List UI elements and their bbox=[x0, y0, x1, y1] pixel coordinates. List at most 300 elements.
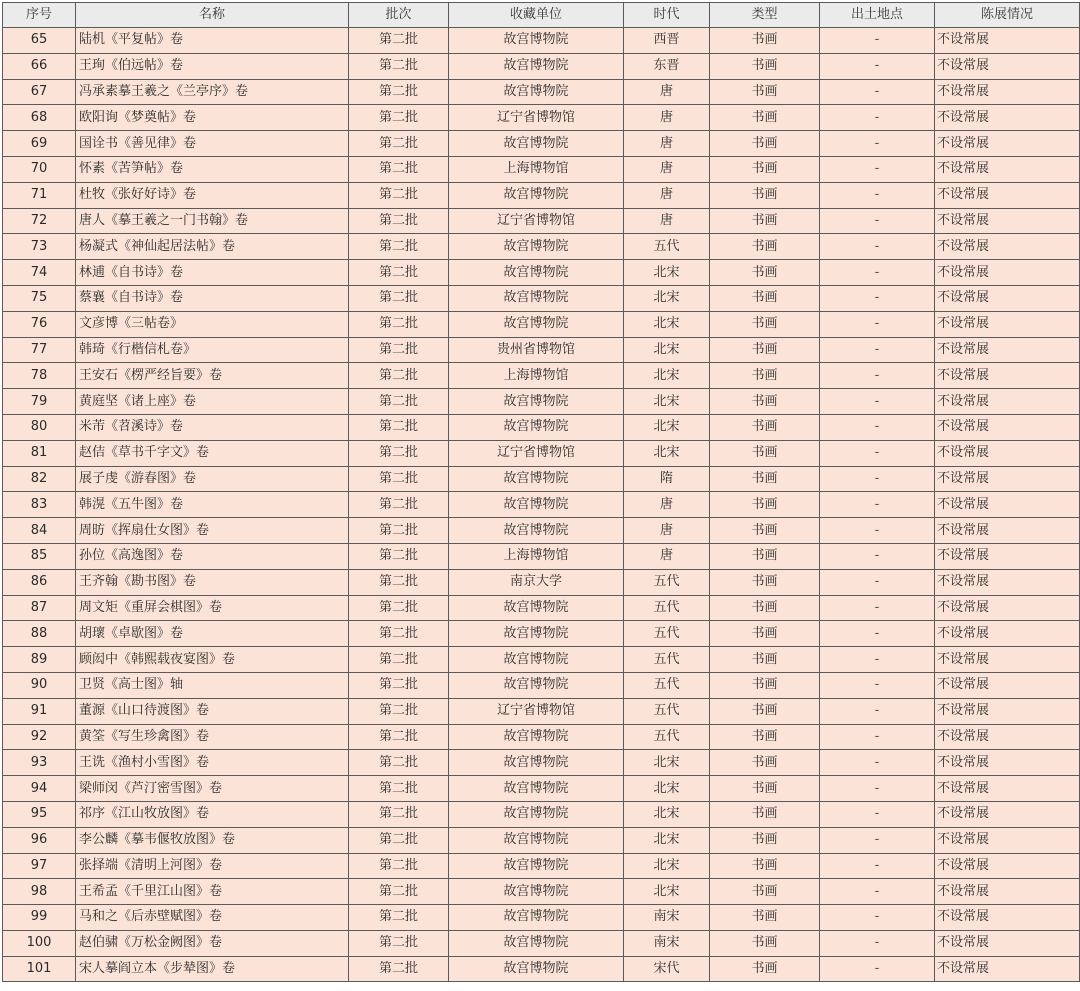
cell-batch[interactable]: 第二批 bbox=[349, 647, 449, 673]
table-row bbox=[3, 492, 1080, 518]
cell-exhibit[interactable]: 不设常展 bbox=[935, 621, 1080, 647]
cell-type[interactable]: 书画 bbox=[710, 647, 820, 673]
cell-exhibit[interactable]: 不设常展 bbox=[935, 28, 1080, 54]
cell-exhibit[interactable]: 不设常展 bbox=[935, 724, 1080, 750]
cell-era[interactable]: 五代 bbox=[624, 647, 710, 673]
cell-collection[interactable]: 故宫博物院 bbox=[449, 595, 624, 621]
cell-exhibit[interactable]: 不设常展 bbox=[935, 750, 1080, 776]
cell-site[interactable]: - bbox=[820, 698, 935, 724]
cell-collection[interactable]: 故宫博物院 bbox=[449, 672, 624, 698]
cell-site[interactable]: - bbox=[820, 518, 935, 544]
cell-site[interactable]: - bbox=[820, 930, 935, 956]
cell-era[interactable]: 北宋 bbox=[624, 260, 710, 286]
cell-name[interactable]: 韩滉《五牛图》卷 bbox=[76, 492, 349, 518]
cell-collection[interactable]: 故宫博物院 bbox=[449, 827, 624, 853]
cell-exhibit[interactable]: 不设常展 bbox=[935, 234, 1080, 260]
cell-name[interactable]: 宋人摹阎立本《步辇图》卷 bbox=[76, 956, 349, 982]
cell-index[interactable]: 91 bbox=[3, 698, 76, 724]
cell-type[interactable]: 书画 bbox=[710, 208, 820, 234]
cell-name[interactable]: 孙位《高逸图》卷 bbox=[76, 543, 349, 569]
cell-era[interactable]: 唐 bbox=[624, 105, 710, 131]
cell-exhibit[interactable]: 不设常展 bbox=[935, 414, 1080, 440]
cell-index[interactable]: 92 bbox=[3, 724, 76, 750]
cell-exhibit[interactable]: 不设常展 bbox=[935, 79, 1080, 105]
cell-site[interactable]: - bbox=[820, 750, 935, 776]
cell-name[interactable]: 梁师闵《芦汀密雪图》卷 bbox=[76, 776, 349, 802]
cell-batch[interactable]: 第二批 bbox=[349, 569, 449, 595]
cell-name[interactable]: 米芾《苕溪诗》卷 bbox=[76, 414, 349, 440]
cell-type[interactable]: 书画 bbox=[710, 492, 820, 518]
cell-exhibit[interactable]: 不设常展 bbox=[935, 698, 1080, 724]
cell-type[interactable]: 书画 bbox=[710, 853, 820, 879]
cell-collection[interactable]: 辽宁省博物馆 bbox=[449, 440, 624, 466]
cell-name[interactable]: 怀素《苦笋帖》卷 bbox=[76, 156, 349, 182]
cell-collection[interactable]: 故宫博物院 bbox=[449, 260, 624, 286]
cell-site[interactable]: - bbox=[820, 569, 935, 595]
cell-era[interactable]: 唐 bbox=[624, 543, 710, 569]
cell-batch[interactable]: 第二批 bbox=[349, 156, 449, 182]
cell-name[interactable]: 杜牧《张好好诗》卷 bbox=[76, 182, 349, 208]
cell-name[interactable]: 杨凝式《神仙起居法帖》卷 bbox=[76, 234, 349, 260]
cell-site[interactable]: - bbox=[820, 879, 935, 905]
cell-type[interactable]: 书画 bbox=[710, 285, 820, 311]
cell-name[interactable]: 马和之《后赤壁赋图》卷 bbox=[76, 905, 349, 931]
cell-type[interactable]: 书画 bbox=[710, 621, 820, 647]
cell-batch[interactable]: 第二批 bbox=[349, 621, 449, 647]
cell-era[interactable]: 唐 bbox=[624, 492, 710, 518]
cell-era[interactable]: 北宋 bbox=[624, 776, 710, 802]
cell-batch[interactable]: 第二批 bbox=[349, 698, 449, 724]
cell-type[interactable]: 书画 bbox=[710, 750, 820, 776]
cell-site[interactable]: - bbox=[820, 647, 935, 673]
cell-collection[interactable]: 上海博物馆 bbox=[449, 363, 624, 389]
cell-collection[interactable]: 故宫博物院 bbox=[449, 492, 624, 518]
cell-era[interactable]: 北宋 bbox=[624, 337, 710, 363]
cell-site[interactable]: - bbox=[820, 466, 935, 492]
cell-batch[interactable]: 第二批 bbox=[349, 337, 449, 363]
cell-era[interactable]: 唐 bbox=[624, 518, 710, 544]
cell-era[interactable]: 北宋 bbox=[624, 285, 710, 311]
cell-index[interactable]: 78 bbox=[3, 363, 76, 389]
table-row bbox=[3, 53, 1080, 79]
cell-index[interactable]: 70 bbox=[3, 156, 76, 182]
cell-type[interactable]: 书画 bbox=[710, 389, 820, 415]
cell-name[interactable]: 欧阳询《梦奠帖》卷 bbox=[76, 105, 349, 131]
cell-exhibit[interactable]: 不设常展 bbox=[935, 879, 1080, 905]
cell-exhibit[interactable]: 不设常展 bbox=[935, 131, 1080, 157]
cell-exhibit[interactable]: 不设常展 bbox=[935, 105, 1080, 131]
cell-batch[interactable]: 第二批 bbox=[349, 414, 449, 440]
cell-collection[interactable]: 贵州省博物馆 bbox=[449, 337, 624, 363]
cell-site[interactable]: - bbox=[820, 905, 935, 931]
cell-batch[interactable]: 第二批 bbox=[349, 234, 449, 260]
cell-collection[interactable]: 故宫博物院 bbox=[449, 750, 624, 776]
cell-name[interactable]: 祁序《江山牧放图》卷 bbox=[76, 801, 349, 827]
cell-type[interactable]: 书画 bbox=[710, 466, 820, 492]
cell-collection[interactable]: 故宫博物院 bbox=[449, 389, 624, 415]
cell-name[interactable]: 周昉《挥扇仕女图》卷 bbox=[76, 518, 349, 544]
cell-batch[interactable]: 第二批 bbox=[349, 363, 449, 389]
cell-site[interactable]: - bbox=[820, 724, 935, 750]
cell-batch[interactable]: 第二批 bbox=[349, 672, 449, 698]
cell-index[interactable]: 83 bbox=[3, 492, 76, 518]
cell-exhibit[interactable]: 不设常展 bbox=[935, 518, 1080, 544]
cell-batch[interactable]: 第二批 bbox=[349, 853, 449, 879]
cell-batch[interactable]: 第二批 bbox=[349, 28, 449, 54]
cell-type[interactable]: 书画 bbox=[710, 801, 820, 827]
cell-type[interactable]: 书画 bbox=[710, 131, 820, 157]
cell-batch[interactable]: 第二批 bbox=[349, 105, 449, 131]
cell-name[interactable]: 黄筌《写生珍禽图》卷 bbox=[76, 724, 349, 750]
cell-type[interactable]: 书画 bbox=[710, 156, 820, 182]
cell-collection[interactable]: 故宫博物院 bbox=[449, 311, 624, 337]
cell-site[interactable]: - bbox=[820, 414, 935, 440]
cell-era[interactable]: 北宋 bbox=[624, 827, 710, 853]
cell-era[interactable]: 北宋 bbox=[624, 363, 710, 389]
cell-batch[interactable]: 第二批 bbox=[349, 440, 449, 466]
cell-batch[interactable]: 第二批 bbox=[349, 930, 449, 956]
cell-name[interactable]: 文彦博《三帖卷》 bbox=[76, 311, 349, 337]
cell-exhibit[interactable]: 不设常展 bbox=[935, 905, 1080, 931]
cell-name[interactable]: 周文矩《重屏会棋图》卷 bbox=[76, 595, 349, 621]
cell-index[interactable]: 69 bbox=[3, 131, 76, 157]
cell-name[interactable]: 国诠书《善见律》卷 bbox=[76, 131, 349, 157]
cell-name[interactable]: 王希孟《千里江山图》卷 bbox=[76, 879, 349, 905]
cell-index[interactable]: 84 bbox=[3, 518, 76, 544]
cell-index[interactable]: 99 bbox=[3, 905, 76, 931]
cell-index[interactable]: 67 bbox=[3, 79, 76, 105]
cell-type[interactable]: 书画 bbox=[710, 724, 820, 750]
cell-era[interactable]: 北宋 bbox=[624, 801, 710, 827]
cell-name[interactable]: 王珣《伯远帖》卷 bbox=[76, 53, 349, 79]
cell-exhibit[interactable]: 不设常展 bbox=[935, 672, 1080, 698]
cell-collection[interactable]: 故宫博物院 bbox=[449, 879, 624, 905]
cell-name[interactable]: 赵佶《草书千字文》卷 bbox=[76, 440, 349, 466]
cell-index[interactable]: 82 bbox=[3, 466, 76, 492]
cell-site[interactable]: - bbox=[820, 28, 935, 54]
cell-era[interactable]: 唐 bbox=[624, 182, 710, 208]
cell-type[interactable]: 书画 bbox=[710, 672, 820, 698]
cell-site[interactable]: - bbox=[820, 131, 935, 157]
cell-index[interactable]: 101 bbox=[3, 956, 76, 982]
cell-collection[interactable]: 故宫博物院 bbox=[449, 776, 624, 802]
cell-type[interactable]: 书画 bbox=[710, 776, 820, 802]
cell-name[interactable]: 董源《山口待渡图》卷 bbox=[76, 698, 349, 724]
cell-site[interactable]: - bbox=[820, 311, 935, 337]
cell-exhibit[interactable]: 不设常展 bbox=[935, 930, 1080, 956]
cell-era[interactable]: 北宋 bbox=[624, 414, 710, 440]
cell-exhibit[interactable]: 不设常展 bbox=[935, 595, 1080, 621]
cell-era[interactable]: 北宋 bbox=[624, 311, 710, 337]
cell-era[interactable]: 隋 bbox=[624, 466, 710, 492]
cell-collection[interactable]: 故宫博物院 bbox=[449, 285, 624, 311]
cell-site[interactable]: - bbox=[820, 208, 935, 234]
cell-type[interactable]: 书画 bbox=[710, 827, 820, 853]
cell-era[interactable]: 唐 bbox=[624, 79, 710, 105]
cell-index[interactable]: 81 bbox=[3, 440, 76, 466]
cell-index[interactable]: 93 bbox=[3, 750, 76, 776]
cell-era[interactable]: 五代 bbox=[624, 569, 710, 595]
cell-batch[interactable]: 第二批 bbox=[349, 905, 449, 931]
cell-site[interactable]: - bbox=[820, 156, 935, 182]
cell-name[interactable]: 卫贤《高士图》轴 bbox=[76, 672, 349, 698]
cell-site[interactable]: - bbox=[820, 285, 935, 311]
cell-era[interactable]: 北宋 bbox=[624, 389, 710, 415]
cell-site[interactable]: - bbox=[820, 621, 935, 647]
cell-batch[interactable]: 第二批 bbox=[349, 389, 449, 415]
cell-collection[interactable]: 上海博物馆 bbox=[449, 156, 624, 182]
cell-collection[interactable]: 故宫博物院 bbox=[449, 28, 624, 54]
cell-site[interactable]: - bbox=[820, 337, 935, 363]
cell-type[interactable]: 书画 bbox=[710, 543, 820, 569]
cell-batch[interactable]: 第二批 bbox=[349, 879, 449, 905]
cell-site[interactable]: - bbox=[820, 105, 935, 131]
cell-batch[interactable]: 第二批 bbox=[349, 79, 449, 105]
cell-name[interactable]: 张择端《清明上河图》卷 bbox=[76, 853, 349, 879]
cell-collection[interactable]: 故宫博物院 bbox=[449, 182, 624, 208]
cell-index[interactable]: 80 bbox=[3, 414, 76, 440]
cell-name[interactable]: 陆机《平复帖》卷 bbox=[76, 28, 349, 54]
cell-index[interactable]: 96 bbox=[3, 827, 76, 853]
cell-batch[interactable]: 第二批 bbox=[349, 827, 449, 853]
cell-type[interactable]: 书画 bbox=[710, 53, 820, 79]
cell-batch[interactable]: 第二批 bbox=[349, 311, 449, 337]
cell-type[interactable]: 书画 bbox=[710, 518, 820, 544]
cell-site[interactable]: - bbox=[820, 234, 935, 260]
cell-era[interactable]: 南宋 bbox=[624, 905, 710, 931]
cell-type[interactable]: 书画 bbox=[710, 569, 820, 595]
cell-collection[interactable]: 故宫博物院 bbox=[449, 956, 624, 982]
cell-collection[interactable]: 辽宁省博物馆 bbox=[449, 105, 624, 131]
cell-exhibit[interactable]: 不设常展 bbox=[935, 363, 1080, 389]
cell-type[interactable]: 书画 bbox=[710, 28, 820, 54]
cell-collection[interactable]: 故宫博物院 bbox=[449, 905, 624, 931]
cell-name[interactable]: 胡瓌《卓歇图》卷 bbox=[76, 621, 349, 647]
cell-index[interactable]: 77 bbox=[3, 337, 76, 363]
cell-batch[interactable]: 第二批 bbox=[349, 208, 449, 234]
cell-index[interactable]: 87 bbox=[3, 595, 76, 621]
cell-exhibit[interactable]: 不设常展 bbox=[935, 801, 1080, 827]
cell-era[interactable]: 五代 bbox=[624, 724, 710, 750]
cell-site[interactable]: - bbox=[820, 595, 935, 621]
cell-exhibit[interactable]: 不设常展 bbox=[935, 569, 1080, 595]
cell-collection[interactable]: 南京大学 bbox=[449, 569, 624, 595]
header-name: 名称 bbox=[76, 3, 349, 28]
cell-batch[interactable]: 第二批 bbox=[349, 53, 449, 79]
cell-collection[interactable]: 上海博物馆 bbox=[449, 543, 624, 569]
cell-batch[interactable]: 第二批 bbox=[349, 724, 449, 750]
cell-type[interactable]: 书画 bbox=[710, 260, 820, 286]
cell-collection[interactable]: 故宫博物院 bbox=[449, 621, 624, 647]
cell-collection[interactable]: 故宫博物院 bbox=[449, 234, 624, 260]
cell-era[interactable]: 北宋 bbox=[624, 440, 710, 466]
cell-collection[interactable]: 故宫博物院 bbox=[449, 801, 624, 827]
cell-index[interactable]: 79 bbox=[3, 389, 76, 415]
cell-collection[interactable]: 故宫博物院 bbox=[449, 53, 624, 79]
cell-index[interactable]: 100 bbox=[3, 930, 76, 956]
cell-name[interactable]: 黄庭坚《诸上座》卷 bbox=[76, 389, 349, 415]
cell-batch[interactable]: 第二批 bbox=[349, 260, 449, 286]
cell-site[interactable]: - bbox=[820, 827, 935, 853]
cell-type[interactable]: 书画 bbox=[710, 182, 820, 208]
cell-index[interactable]: 88 bbox=[3, 621, 76, 647]
cell-batch[interactable]: 第二批 bbox=[349, 492, 449, 518]
cell-name[interactable]: 李公麟《摹韦偃牧放图》卷 bbox=[76, 827, 349, 853]
cell-era[interactable]: 五代 bbox=[624, 698, 710, 724]
cell-index[interactable]: 73 bbox=[3, 234, 76, 260]
cell-exhibit[interactable]: 不设常展 bbox=[935, 156, 1080, 182]
cell-site[interactable]: - bbox=[820, 492, 935, 518]
cell-exhibit[interactable]: 不设常展 bbox=[935, 956, 1080, 982]
cell-type[interactable]: 书画 bbox=[710, 956, 820, 982]
cell-exhibit[interactable]: 不设常展 bbox=[935, 182, 1080, 208]
cell-index[interactable]: 90 bbox=[3, 672, 76, 698]
cell-exhibit[interactable]: 不设常展 bbox=[935, 389, 1080, 415]
cell-index[interactable]: 94 bbox=[3, 776, 76, 802]
cell-era[interactable]: 西晋 bbox=[624, 28, 710, 54]
cell-era[interactable]: 五代 bbox=[624, 621, 710, 647]
cell-collection[interactable]: 故宫博物院 bbox=[449, 131, 624, 157]
cell-batch[interactable]: 第二批 bbox=[349, 182, 449, 208]
cell-batch[interactable]: 第二批 bbox=[349, 776, 449, 802]
cell-collection[interactable]: 故宫博物院 bbox=[449, 647, 624, 673]
cell-batch[interactable]: 第二批 bbox=[349, 131, 449, 157]
cell-batch[interactable]: 第二批 bbox=[349, 466, 449, 492]
cell-type[interactable]: 书画 bbox=[710, 879, 820, 905]
cell-index[interactable]: 89 bbox=[3, 647, 76, 673]
cell-exhibit[interactable]: 不设常展 bbox=[935, 440, 1080, 466]
cell-index[interactable]: 97 bbox=[3, 853, 76, 879]
cell-name[interactable]: 韩琦《行楷信札卷》 bbox=[76, 337, 349, 363]
cell-site[interactable]: - bbox=[820, 440, 935, 466]
cell-era[interactable]: 北宋 bbox=[624, 750, 710, 776]
cell-exhibit[interactable]: 不设常展 bbox=[935, 853, 1080, 879]
cell-site[interactable]: - bbox=[820, 53, 935, 79]
cell-site[interactable]: - bbox=[820, 543, 935, 569]
cell-type[interactable]: 书画 bbox=[710, 440, 820, 466]
cell-collection[interactable]: 辽宁省博物馆 bbox=[449, 698, 624, 724]
cell-type[interactable]: 书画 bbox=[710, 595, 820, 621]
cell-exhibit[interactable]: 不设常展 bbox=[935, 53, 1080, 79]
cell-era[interactable]: 北宋 bbox=[624, 879, 710, 905]
table-row bbox=[3, 801, 1080, 827]
cell-name[interactable]: 林逋《自书诗》卷 bbox=[76, 260, 349, 286]
cell-site[interactable]: - bbox=[820, 389, 935, 415]
cell-era[interactable]: 唐 bbox=[624, 208, 710, 234]
cell-era[interactable]: 北宋 bbox=[624, 853, 710, 879]
cell-collection[interactable]: 故宫博物院 bbox=[449, 414, 624, 440]
cell-era[interactable]: 唐 bbox=[624, 156, 710, 182]
cell-index[interactable]: 76 bbox=[3, 311, 76, 337]
cell-type[interactable]: 书画 bbox=[710, 79, 820, 105]
cell-era[interactable]: 五代 bbox=[624, 595, 710, 621]
cell-era[interactable]: 南宋 bbox=[624, 930, 710, 956]
cell-site[interactable]: - bbox=[820, 853, 935, 879]
cell-index[interactable]: 95 bbox=[3, 801, 76, 827]
cell-type[interactable]: 书画 bbox=[710, 337, 820, 363]
cell-site[interactable]: - bbox=[820, 260, 935, 286]
cell-name[interactable]: 展子虔《游春图》卷 bbox=[76, 466, 349, 492]
cell-era[interactable]: 五代 bbox=[624, 234, 710, 260]
cell-index[interactable]: 74 bbox=[3, 260, 76, 286]
cell-collection[interactable]: 故宫博物院 bbox=[449, 930, 624, 956]
cell-site[interactable]: - bbox=[820, 776, 935, 802]
cell-exhibit[interactable]: 不设常展 bbox=[935, 776, 1080, 802]
cell-name[interactable]: 王诜《渔村小雪图》卷 bbox=[76, 750, 349, 776]
cell-collection[interactable]: 故宫博物院 bbox=[449, 853, 624, 879]
cell-type[interactable]: 书画 bbox=[710, 905, 820, 931]
cell-exhibit[interactable]: 不设常展 bbox=[935, 466, 1080, 492]
cell-type[interactable]: 书画 bbox=[710, 234, 820, 260]
cell-batch[interactable]: 第二批 bbox=[349, 595, 449, 621]
cell-type[interactable]: 书画 bbox=[710, 930, 820, 956]
cell-index[interactable]: 75 bbox=[3, 285, 76, 311]
cell-site[interactable]: - bbox=[820, 363, 935, 389]
cell-exhibit[interactable]: 不设常展 bbox=[935, 647, 1080, 673]
cell-collection[interactable]: 故宫博物院 bbox=[449, 79, 624, 105]
cell-index[interactable]: 65 bbox=[3, 28, 76, 54]
cell-name[interactable]: 蔡襄《自书诗》卷 bbox=[76, 285, 349, 311]
cell-site[interactable]: - bbox=[820, 801, 935, 827]
cell-collection[interactable]: 故宫博物院 bbox=[449, 466, 624, 492]
cell-batch[interactable]: 第二批 bbox=[349, 285, 449, 311]
cell-type[interactable]: 书画 bbox=[710, 311, 820, 337]
cell-name[interactable]: 冯承素摹王羲之《兰亭序》卷 bbox=[76, 79, 349, 105]
cell-exhibit[interactable]: 不设常展 bbox=[935, 337, 1080, 363]
cell-site[interactable]: - bbox=[820, 672, 935, 698]
cell-index[interactable]: 98 bbox=[3, 879, 76, 905]
cell-index[interactable]: 68 bbox=[3, 105, 76, 131]
cell-era[interactable]: 唐 bbox=[624, 131, 710, 157]
cell-site[interactable]: - bbox=[820, 79, 935, 105]
cell-batch[interactable]: 第二批 bbox=[349, 518, 449, 544]
cell-site[interactable]: - bbox=[820, 182, 935, 208]
cell-name[interactable]: 顾闳中《韩熙载夜宴图》卷 bbox=[76, 647, 349, 673]
cell-batch[interactable]: 第二批 bbox=[349, 543, 449, 569]
cell-index[interactable]: 85 bbox=[3, 543, 76, 569]
cell-batch[interactable]: 第二批 bbox=[349, 750, 449, 776]
cell-exhibit[interactable]: 不设常展 bbox=[935, 543, 1080, 569]
cell-type[interactable]: 书画 bbox=[710, 414, 820, 440]
cell-exhibit[interactable]: 不设常展 bbox=[935, 492, 1080, 518]
cell-type[interactable]: 书画 bbox=[710, 698, 820, 724]
cell-name[interactable]: 唐人《摹王羲之一门书翰》卷 bbox=[76, 208, 349, 234]
cell-name[interactable]: 王安石《楞严经旨要》卷 bbox=[76, 363, 349, 389]
cell-era[interactable]: 五代 bbox=[624, 672, 710, 698]
cell-exhibit[interactable]: 不设常展 bbox=[935, 208, 1080, 234]
cell-exhibit[interactable]: 不设常展 bbox=[935, 311, 1080, 337]
cell-exhibit[interactable]: 不设常展 bbox=[935, 260, 1080, 286]
cell-index[interactable]: 72 bbox=[3, 208, 76, 234]
cell-batch[interactable]: 第二批 bbox=[349, 801, 449, 827]
cell-site[interactable]: - bbox=[820, 956, 935, 982]
cell-batch[interactable]: 第二批 bbox=[349, 956, 449, 982]
cell-name[interactable]: 王齐翰《勘书图》卷 bbox=[76, 569, 349, 595]
cell-collection[interactable]: 辽宁省博物馆 bbox=[449, 208, 624, 234]
cell-type[interactable]: 书画 bbox=[710, 105, 820, 131]
cell-name[interactable]: 赵伯骕《万松金阙图》卷 bbox=[76, 930, 349, 956]
cell-era[interactable]: 宋代 bbox=[624, 956, 710, 982]
cell-index[interactable]: 66 bbox=[3, 53, 76, 79]
cell-index[interactable]: 86 bbox=[3, 569, 76, 595]
cell-exhibit[interactable]: 不设常展 bbox=[935, 827, 1080, 853]
cell-era[interactable]: 东晋 bbox=[624, 53, 710, 79]
cell-collection[interactable]: 故宫博物院 bbox=[449, 724, 624, 750]
cell-exhibit[interactable]: 不设常展 bbox=[935, 285, 1080, 311]
cell-collection[interactable]: 故宫博物院 bbox=[449, 518, 624, 544]
cell-index[interactable]: 71 bbox=[3, 182, 76, 208]
cell-type[interactable]: 书画 bbox=[710, 363, 820, 389]
